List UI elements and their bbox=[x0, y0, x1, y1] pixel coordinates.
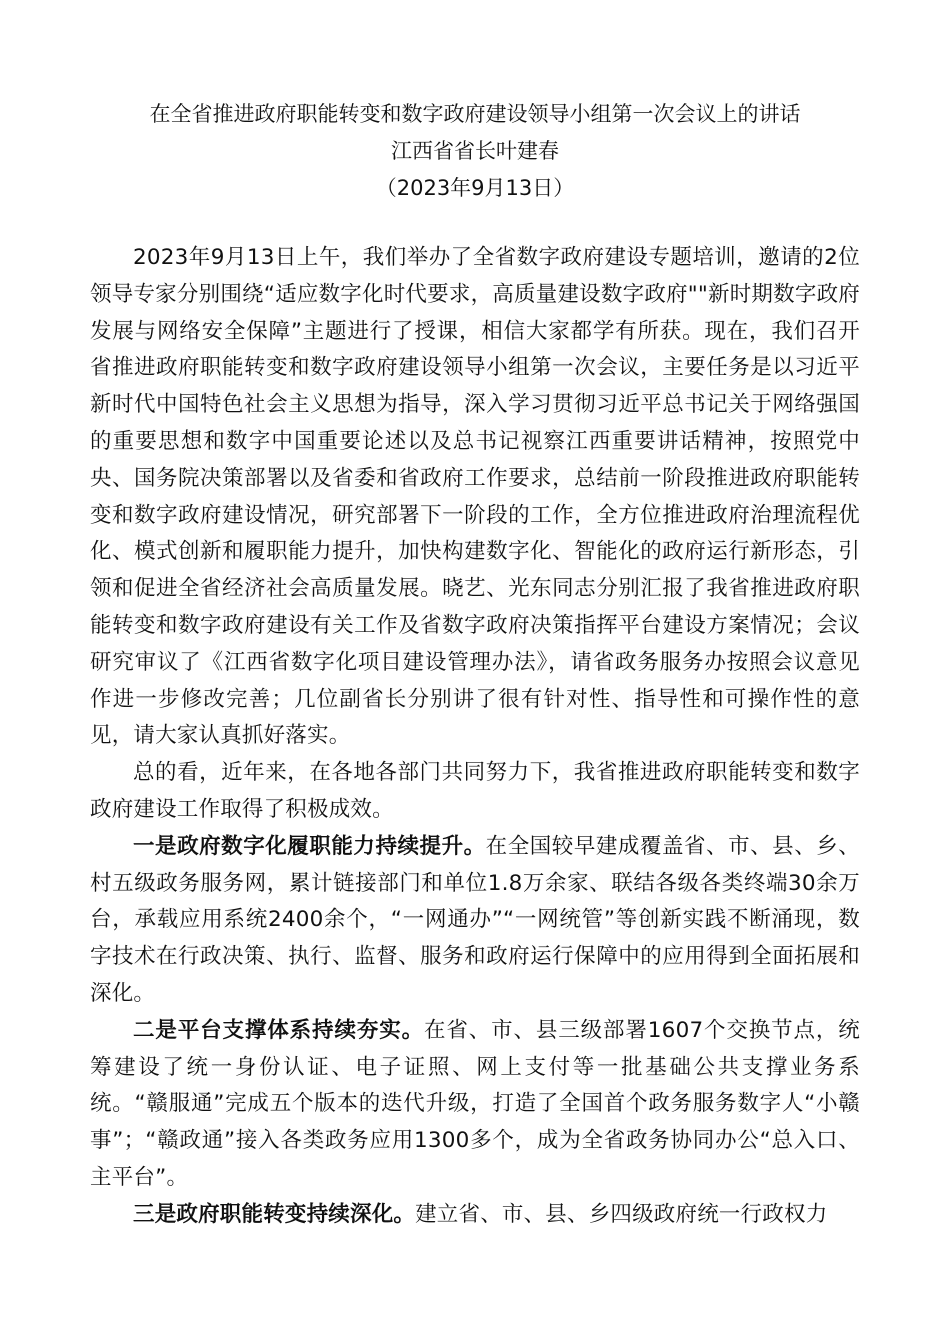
document-body bbox=[90, 240, 860, 1234]
paragraph-lead: 一是政府数字化履职能力持续提升。 bbox=[133, 833, 486, 859]
paragraph-text: 2023年9月13日上午，我们举办了全省数字政府建设专题培训，邀请的2位领导专家分别围绕“适应数字化时代要求，高质量建设数字政府""新时期数字政府发展与网络安全保障”主题进行了授课，相信大家都学有所获。现在，我们召开省推进政府职能转变和数字政府建设领导小组第一次会议，主要任务是以习近平新时代中国特色社会主义思想为指导，深入学习贯彻习近平总书记关于网络强国的重要思想和数字中国重要论述以及总书记视察江西重要讲话精神，按照党中央、国务院决策部署以及省委和省政府工作要求，总结前一阶段推进政府职能转变和数字政府建设情况，研究部署下一阶段的工作，全方位推进政府治理流程优化、模式创新和履职能力提升，加快构建数字化、智能化的政府运行新形态，引领和促进全省经济社会高质量发展。晓艺、光东同志分别汇报了我省推进政府职能转变和数字政府建设有关工作及省数字政府决策指挥平台建设方案情况；会议研究审议了《江西省数字化项目建设管理办法》，请省政务服务办按照会议意见作进一步修改完善；几位副省长分别讲了很有针对性、指导性和可操作性的意见，请大家认真抓好落实。 bbox=[90, 245, 860, 749]
paragraph-summary bbox=[90, 755, 860, 829]
paragraph-lead: 三是政府职能转变持续深化。 bbox=[133, 1201, 416, 1227]
paragraph-lead: 二是平台支撑体系持续夯实。 bbox=[133, 1017, 424, 1043]
document-header bbox=[90, 96, 860, 207]
paragraph-intro bbox=[90, 240, 860, 755]
paragraph-point-3 bbox=[90, 1197, 860, 1234]
paragraph-text: 总的看，近年来，在各地各部门共同努力下，我省推进政府职能转变和数字政府建设工作取得了积极成效。 bbox=[90, 760, 860, 822]
document-title: 在全省推进政府职能转变和数字政府建设领导小组第一次会议上的讲话 bbox=[149, 102, 801, 126]
paragraph-text: 在全国较早建成覆盖省、市、县、乡、村五级政务服务网，累计链接部门和单位1.8万余家、联结各级各类终端30余万台，承载应用系统2400余个，“一网通办”“一网统管”等创新实践不断涌现，数字技术在行政决策、执行、监督、服务和政府运行保障中的应用得到全面拓展和深化。 bbox=[90, 833, 861, 1006]
paragraph-point-1 bbox=[90, 829, 860, 1013]
date-line: （2023年9月13日） bbox=[375, 176, 575, 200]
paragraph-point-2 bbox=[90, 1013, 860, 1197]
paragraph-text: 在省、市、县三级部署1607个交换节点，统筹建设了统一身份认证、电子证照、网上支付等一批基础公共支撑业务系统。“赣服通”完成五个版本的迭代升级，打造了全国首个政务服务数字人“小赣事”；“赣政通”接入各类政务应用1300多个，成为全省政务协同办公“总入口、主平台”。 bbox=[90, 1017, 861, 1190]
speaker-line: 江西省省长叶建春 bbox=[391, 139, 559, 163]
paragraph-text: 建立省、市、县、乡四级政府统一行政权力 bbox=[415, 1201, 828, 1227]
